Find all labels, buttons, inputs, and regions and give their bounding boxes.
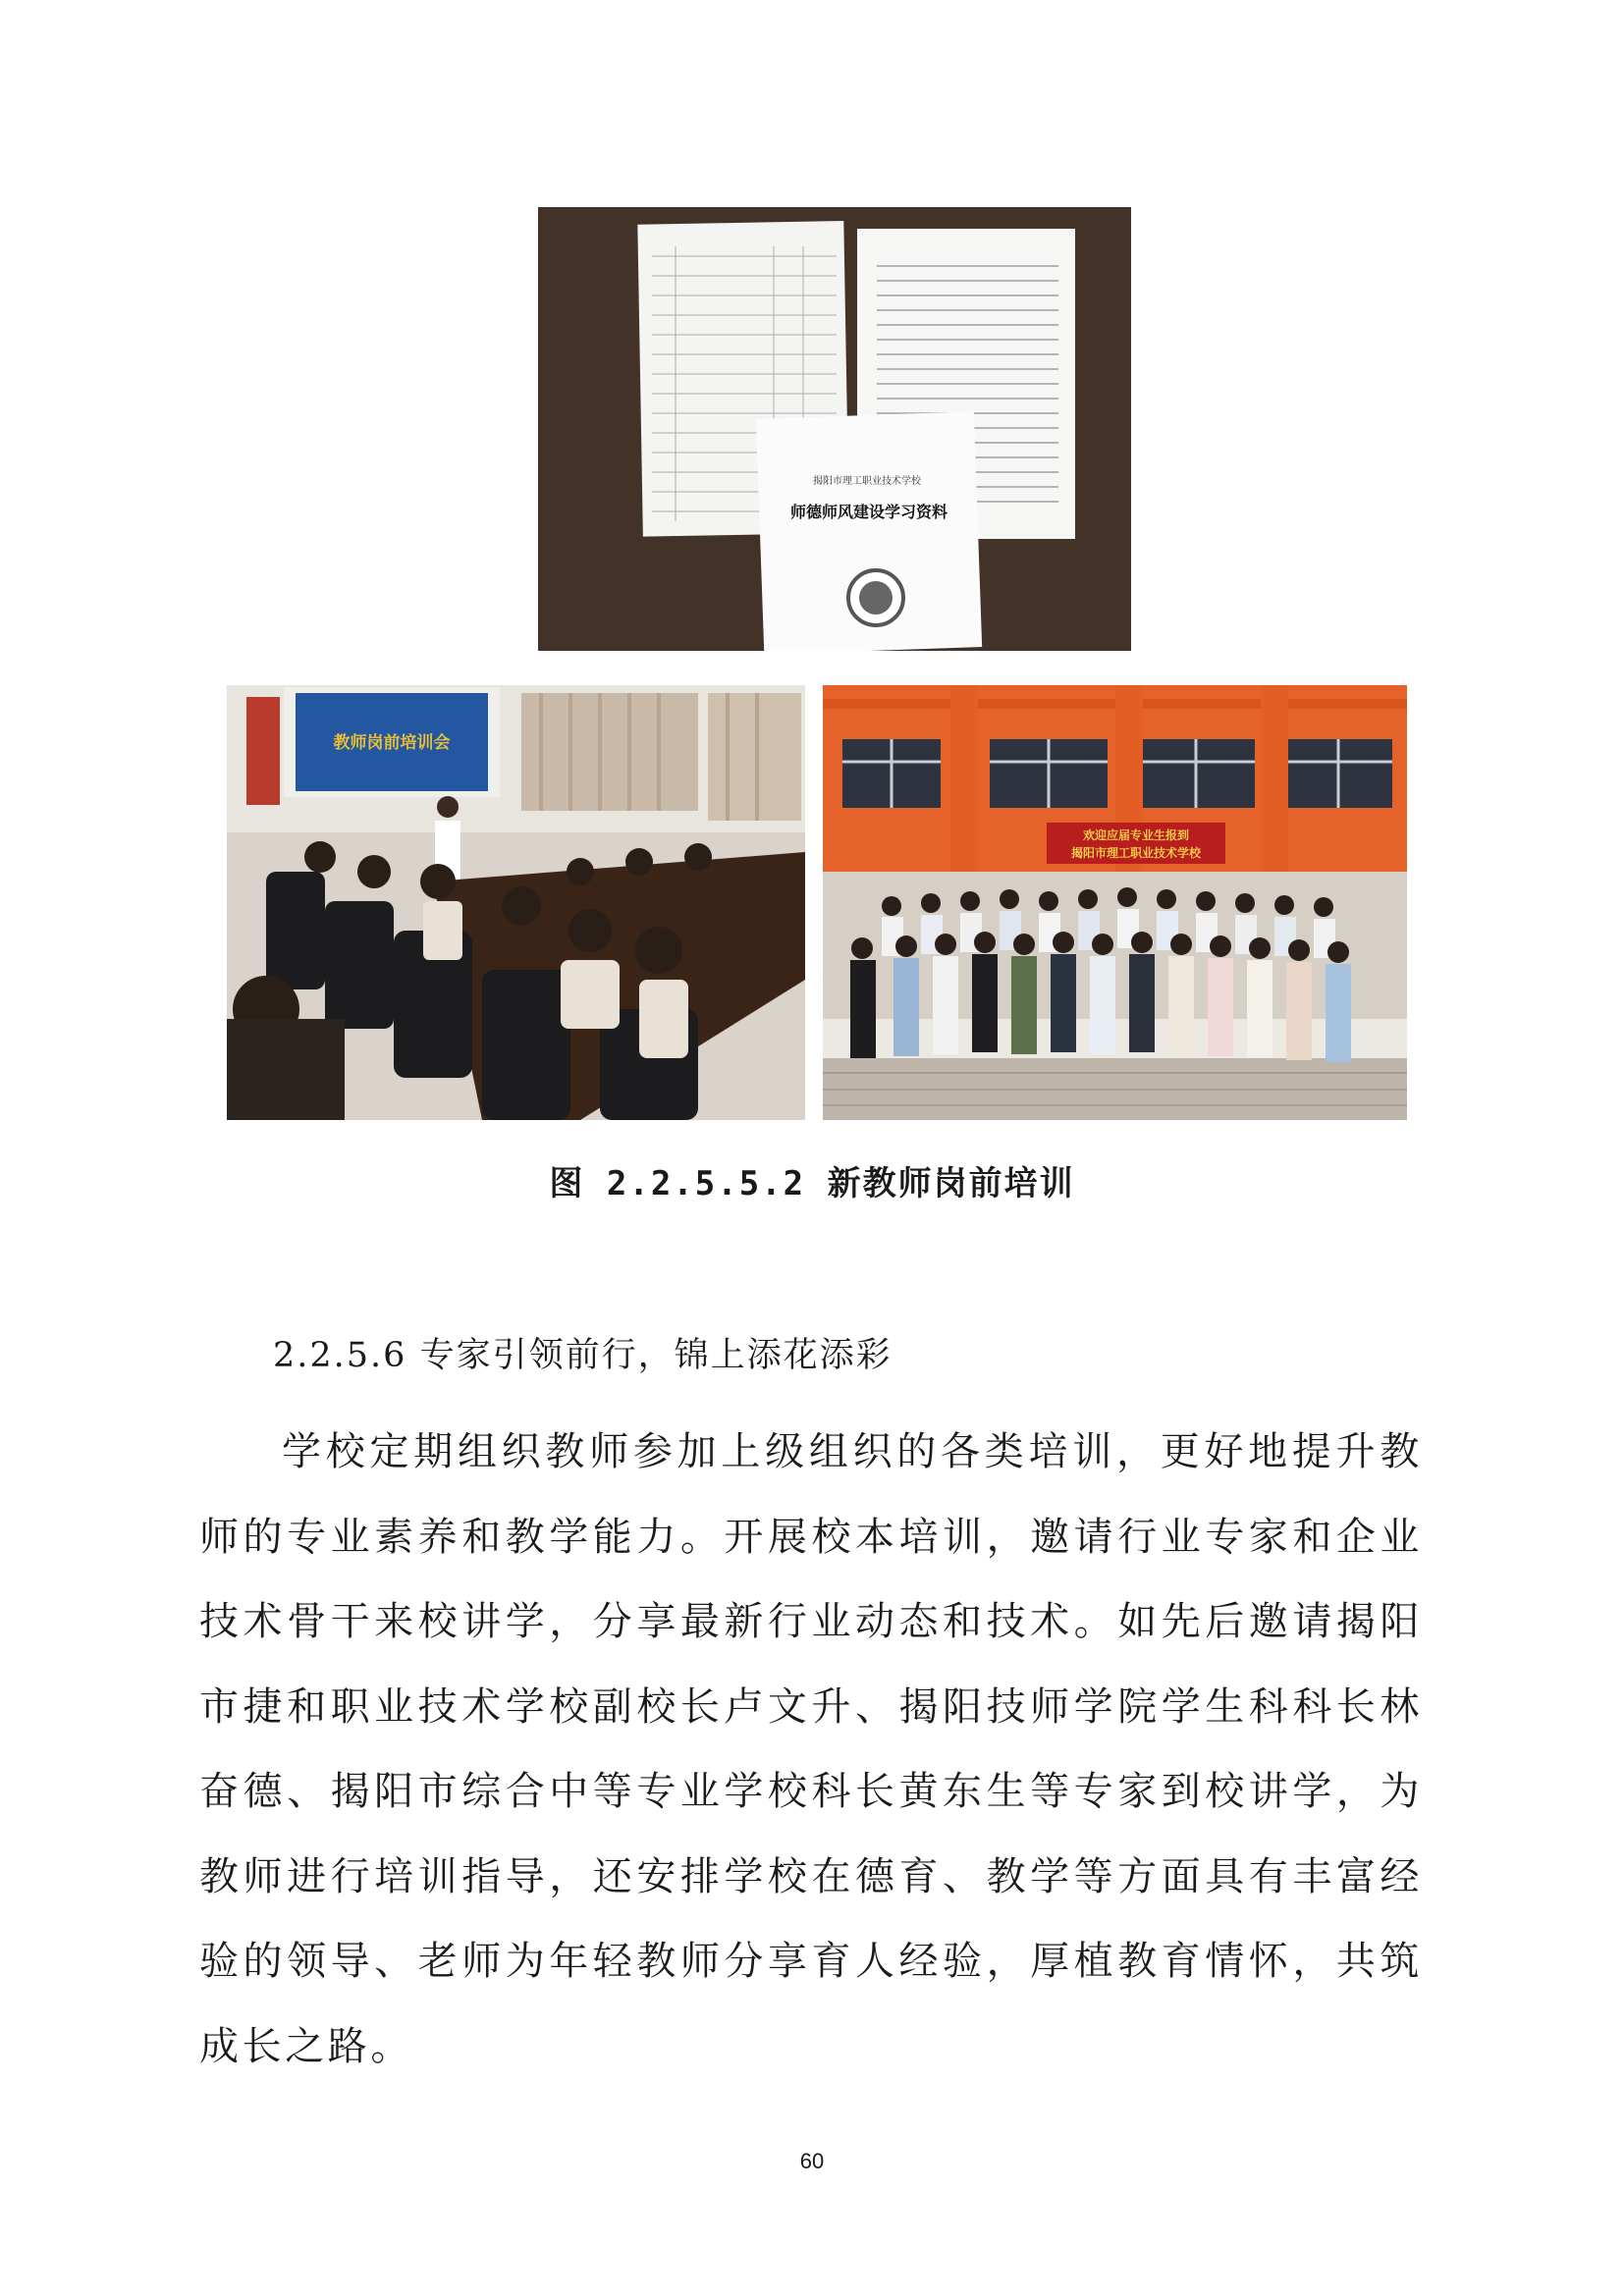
- booklet-title-text: 师德师风建设学习资料: [789, 503, 948, 521]
- photo-training-meeting: [227, 685, 805, 1120]
- photo-study-materials: [538, 207, 1131, 651]
- banner-line2-text: 揭阳市理工职业技术学校: [1070, 846, 1202, 860]
- booklet-school-text: 揭阳市理工职业技术学校: [813, 476, 921, 487]
- banner-line1-text: 欢迎应届专业生报到: [1082, 828, 1190, 842]
- photo-group-picture: [823, 685, 1407, 1120]
- page-number: 60: [799, 2149, 825, 2173]
- section-heading: 2.2.5.6 专家引领前行，锦上添花添彩: [273, 1336, 893, 1375]
- figure-caption: 图 2.2.5.5.2 新教师岗前培训: [549, 1164, 1075, 1203]
- screen-title-text: 教师岗前培训会: [333, 733, 451, 753]
- section-paragraph: 学校定期组织教师参加上级组织的各类培训，更好地提升教师的专业素养和教学能力。开展校本培训，邀请行业专家和企业技术骨干来校讲学，分享最新行业动态和技术。如先后邀请揭阳市捷和职业技术学校副校长卢文升、揭阳技师学院学生科科长林奋德、揭阳市综合中等专业学校科长黄东生等专家到校讲学，为教师进行培训指导，还安排学校在德育、教学等方面具有丰富经验的领导、老师为年轻教师分享育人经验，厚植教育情怀，共筑成长之路。: [199, 1429, 1423, 2069]
